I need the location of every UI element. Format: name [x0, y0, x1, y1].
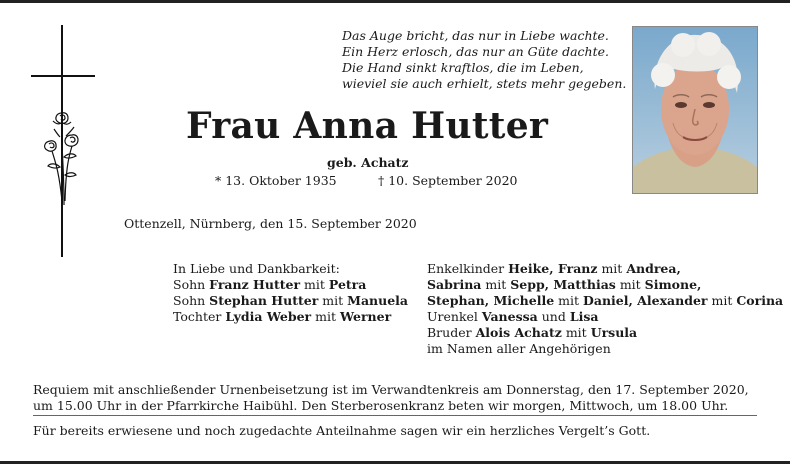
mourner-relation: Sohn	[173, 293, 210, 308]
mourner-line	[427, 341, 783, 357]
mourner-name: Heike, Franz	[508, 261, 598, 276]
divider	[33, 415, 757, 416]
cross-icon-bar	[31, 75, 95, 77]
requiem-notice: Requiem mit anschließender Urnenbeisetzung ist im Verwandtenkreis am Donnerstag, den 17. September 2020, um 15.00 Uhr in der Pfarrkirche Haibühl. Den Sterberosenkranz beten wir morgen, Mittwoch, um 18.00 Uhr.	[33, 382, 749, 413]
mourner-name: Vanessa	[481, 309, 538, 324]
portrait-illustration	[633, 27, 757, 193]
mourner-line	[427, 309, 783, 325]
mourner-name: Corina	[736, 293, 784, 308]
mourners-intro: In Liebe und Dankbarkeit:	[173, 261, 340, 276]
mourner-line	[427, 261, 783, 277]
mourners-right	[427, 261, 783, 357]
portrait-photo	[632, 26, 758, 194]
mourner-name: Lisa	[569, 309, 599, 324]
mourner-line	[173, 293, 408, 309]
mourner-relation: Enkelkinder	[427, 261, 509, 276]
mourner-name: Franz Hutter	[209, 277, 301, 292]
mourner-name: Simone,	[644, 277, 702, 292]
mourner-name: Alois Achatz	[475, 325, 562, 340]
birth-date: * 13. Oktober 1935	[215, 173, 337, 188]
mourner-line	[427, 277, 783, 293]
death-date: † 10. September 2020	[378, 173, 518, 188]
mourner-relation: Bruder	[427, 325, 476, 340]
birth-name: geb. Achatz	[327, 155, 409, 170]
mourner-line	[427, 325, 783, 341]
poem-line: Ein Herz erlosch, das nur an Güte dachte.	[342, 44, 609, 59]
mourner-name: Andrea,	[626, 261, 681, 276]
mourner-name: Ursula	[590, 325, 638, 340]
deceased-name: Frau Anna Hutter	[186, 105, 549, 147]
mourner-line	[173, 277, 408, 293]
poem	[342, 28, 626, 92]
thanks-note: Für bereits erwiesene und noch zugedachte Anteilnahme sagen wir ein herzliches Vergelt’s Gott.	[33, 423, 651, 438]
mourner-name: Sabrina	[427, 277, 482, 292]
mourner-relation: im Namen aller Angehörigen	[427, 341, 611, 356]
mourner-name: Stephan, Michelle	[427, 293, 555, 308]
mourner-relation: und	[537, 309, 570, 324]
mourners-left	[173, 261, 408, 325]
mourner-relation: mit	[561, 325, 591, 340]
mourner-relation: mit	[318, 293, 348, 308]
roses-icon	[40, 105, 94, 209]
mourner-relation: Urenkel	[427, 309, 482, 324]
mourner-name: Daniel, Alexander	[583, 293, 708, 308]
poem-line: Das Auge bricht, das nur in Liebe wachte.	[342, 28, 609, 43]
mourner-relation: mit	[311, 309, 340, 324]
mourner-line	[427, 293, 783, 309]
mourner-relation: mit	[554, 293, 583, 308]
mourner-relation: Tochter	[173, 309, 226, 324]
mourner-line	[173, 309, 408, 325]
mourner-name: Stephan Hutter	[209, 293, 319, 308]
mourner-relation: mit	[481, 277, 511, 292]
mourner-name: Werner	[339, 309, 392, 324]
mourner-name: Manuela	[347, 293, 409, 308]
mourner-relation: Sohn	[173, 277, 210, 292]
location-date: Ottenzell, Nürnberg, den 15. September 2020	[124, 216, 417, 231]
mourner-name: Lydia Weber	[225, 309, 312, 324]
poem-line: Die Hand sinkt kraftlos, die im Leben,	[342, 60, 584, 75]
mourner-relation: mit	[300, 277, 329, 292]
mourner-relation: mit	[597, 261, 627, 276]
poem-line: wieviel sie auch erhielt, stets mehr gegeben.	[342, 76, 627, 91]
mourner-relation: mit	[615, 277, 645, 292]
mourner-name: Sepp, Matthias	[510, 277, 616, 292]
mourner-relation: mit	[707, 293, 737, 308]
mourner-name: Petra	[328, 277, 367, 292]
